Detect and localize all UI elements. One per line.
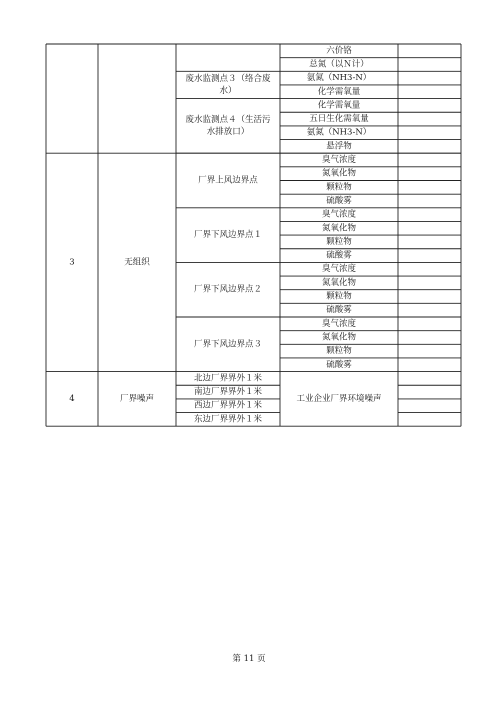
monitoring-item-cell: 臭气浓度: [321, 155, 357, 166]
monitoring-item-cell: 悬浮物: [326, 141, 352, 152]
monitoring-item-cell: 氮氧化物: [321, 223, 357, 234]
monitoring-item-cell: 工业企业厂界环境噪声: [296, 393, 382, 404]
monitoring-point-cell: 东边厂界界外１米: [193, 414, 263, 425]
category-cell: 厂界噪声: [119, 393, 155, 404]
monitoring-item-cell: 氨氮（NH3-N）: [306, 73, 372, 84]
monitoring-item-cell: 氮氧化物: [321, 332, 357, 343]
monitoring-item-cell: 硫酸雾: [326, 359, 352, 370]
monitoring-item-cell: 颗粒物: [326, 346, 352, 357]
monitoring-item-cell: 颗粒物: [326, 291, 352, 302]
monitoring-point-cell: 废水监测点４（生活污: [185, 114, 271, 125]
monitoring-point-cell: 厂界下风边界点１: [193, 230, 263, 241]
monitoring-point-cell: 水）: [219, 85, 237, 96]
monitoring-point-cell: 南边厂界界外１米: [193, 387, 263, 398]
serial-number-cell: 4: [69, 393, 75, 404]
monitoring-item-cell: 五日生化需氧量: [309, 114, 369, 125]
monitoring-point-cell: 北边厂界界外１米: [193, 373, 263, 384]
monitoring-item-cell: 氮氧化物: [321, 168, 357, 179]
monitoring-point-cell: 厂界下风边界点２: [193, 284, 263, 295]
monitoring-item-cell: 总氮（以Ｎ计）: [309, 59, 369, 70]
monitoring-point-cell: 水排放口）: [206, 126, 250, 137]
monitoring-point-cell: 废水监测点３（络合废: [185, 73, 271, 84]
category-cell: 无组织: [124, 257, 150, 268]
monitoring-item-cell: 颗粒物: [326, 182, 352, 193]
monitoring-item-cell: 化学需氧量: [317, 100, 361, 111]
monitoring-item-cell: 硫酸雾: [326, 195, 352, 206]
page-number: 第 11 页: [232, 654, 266, 664]
monitoring-point-cell: 厂界下风边界点３: [193, 339, 263, 350]
monitoring-point-cell: 厂界上风边界点: [198, 175, 258, 186]
monitoring-item-cell: 化学需氧量: [317, 86, 361, 97]
monitoring-item-cell: 氨氮（NH3-N）: [306, 127, 372, 138]
monitoring-item-cell: 硫酸雾: [326, 250, 352, 261]
monitoring-item-cell: 氮氧化物: [321, 277, 357, 288]
monitoring-point-cell: 西边厂界界外１米: [193, 400, 263, 411]
monitoring-item-cell: 臭气浓度: [321, 209, 357, 220]
monitoring-item-cell: 硫酸雾: [326, 305, 352, 316]
monitoring-item-cell: 臭气浓度: [321, 318, 357, 329]
monitoring-table-text: [69, 45, 381, 425]
monitoring-item-cell: 六价铬: [326, 45, 352, 56]
monitoring-item-cell: 臭气浓度: [321, 264, 357, 275]
serial-number-cell: 3: [69, 257, 75, 268]
monitoring-item-cell: 颗粒物: [326, 236, 352, 247]
